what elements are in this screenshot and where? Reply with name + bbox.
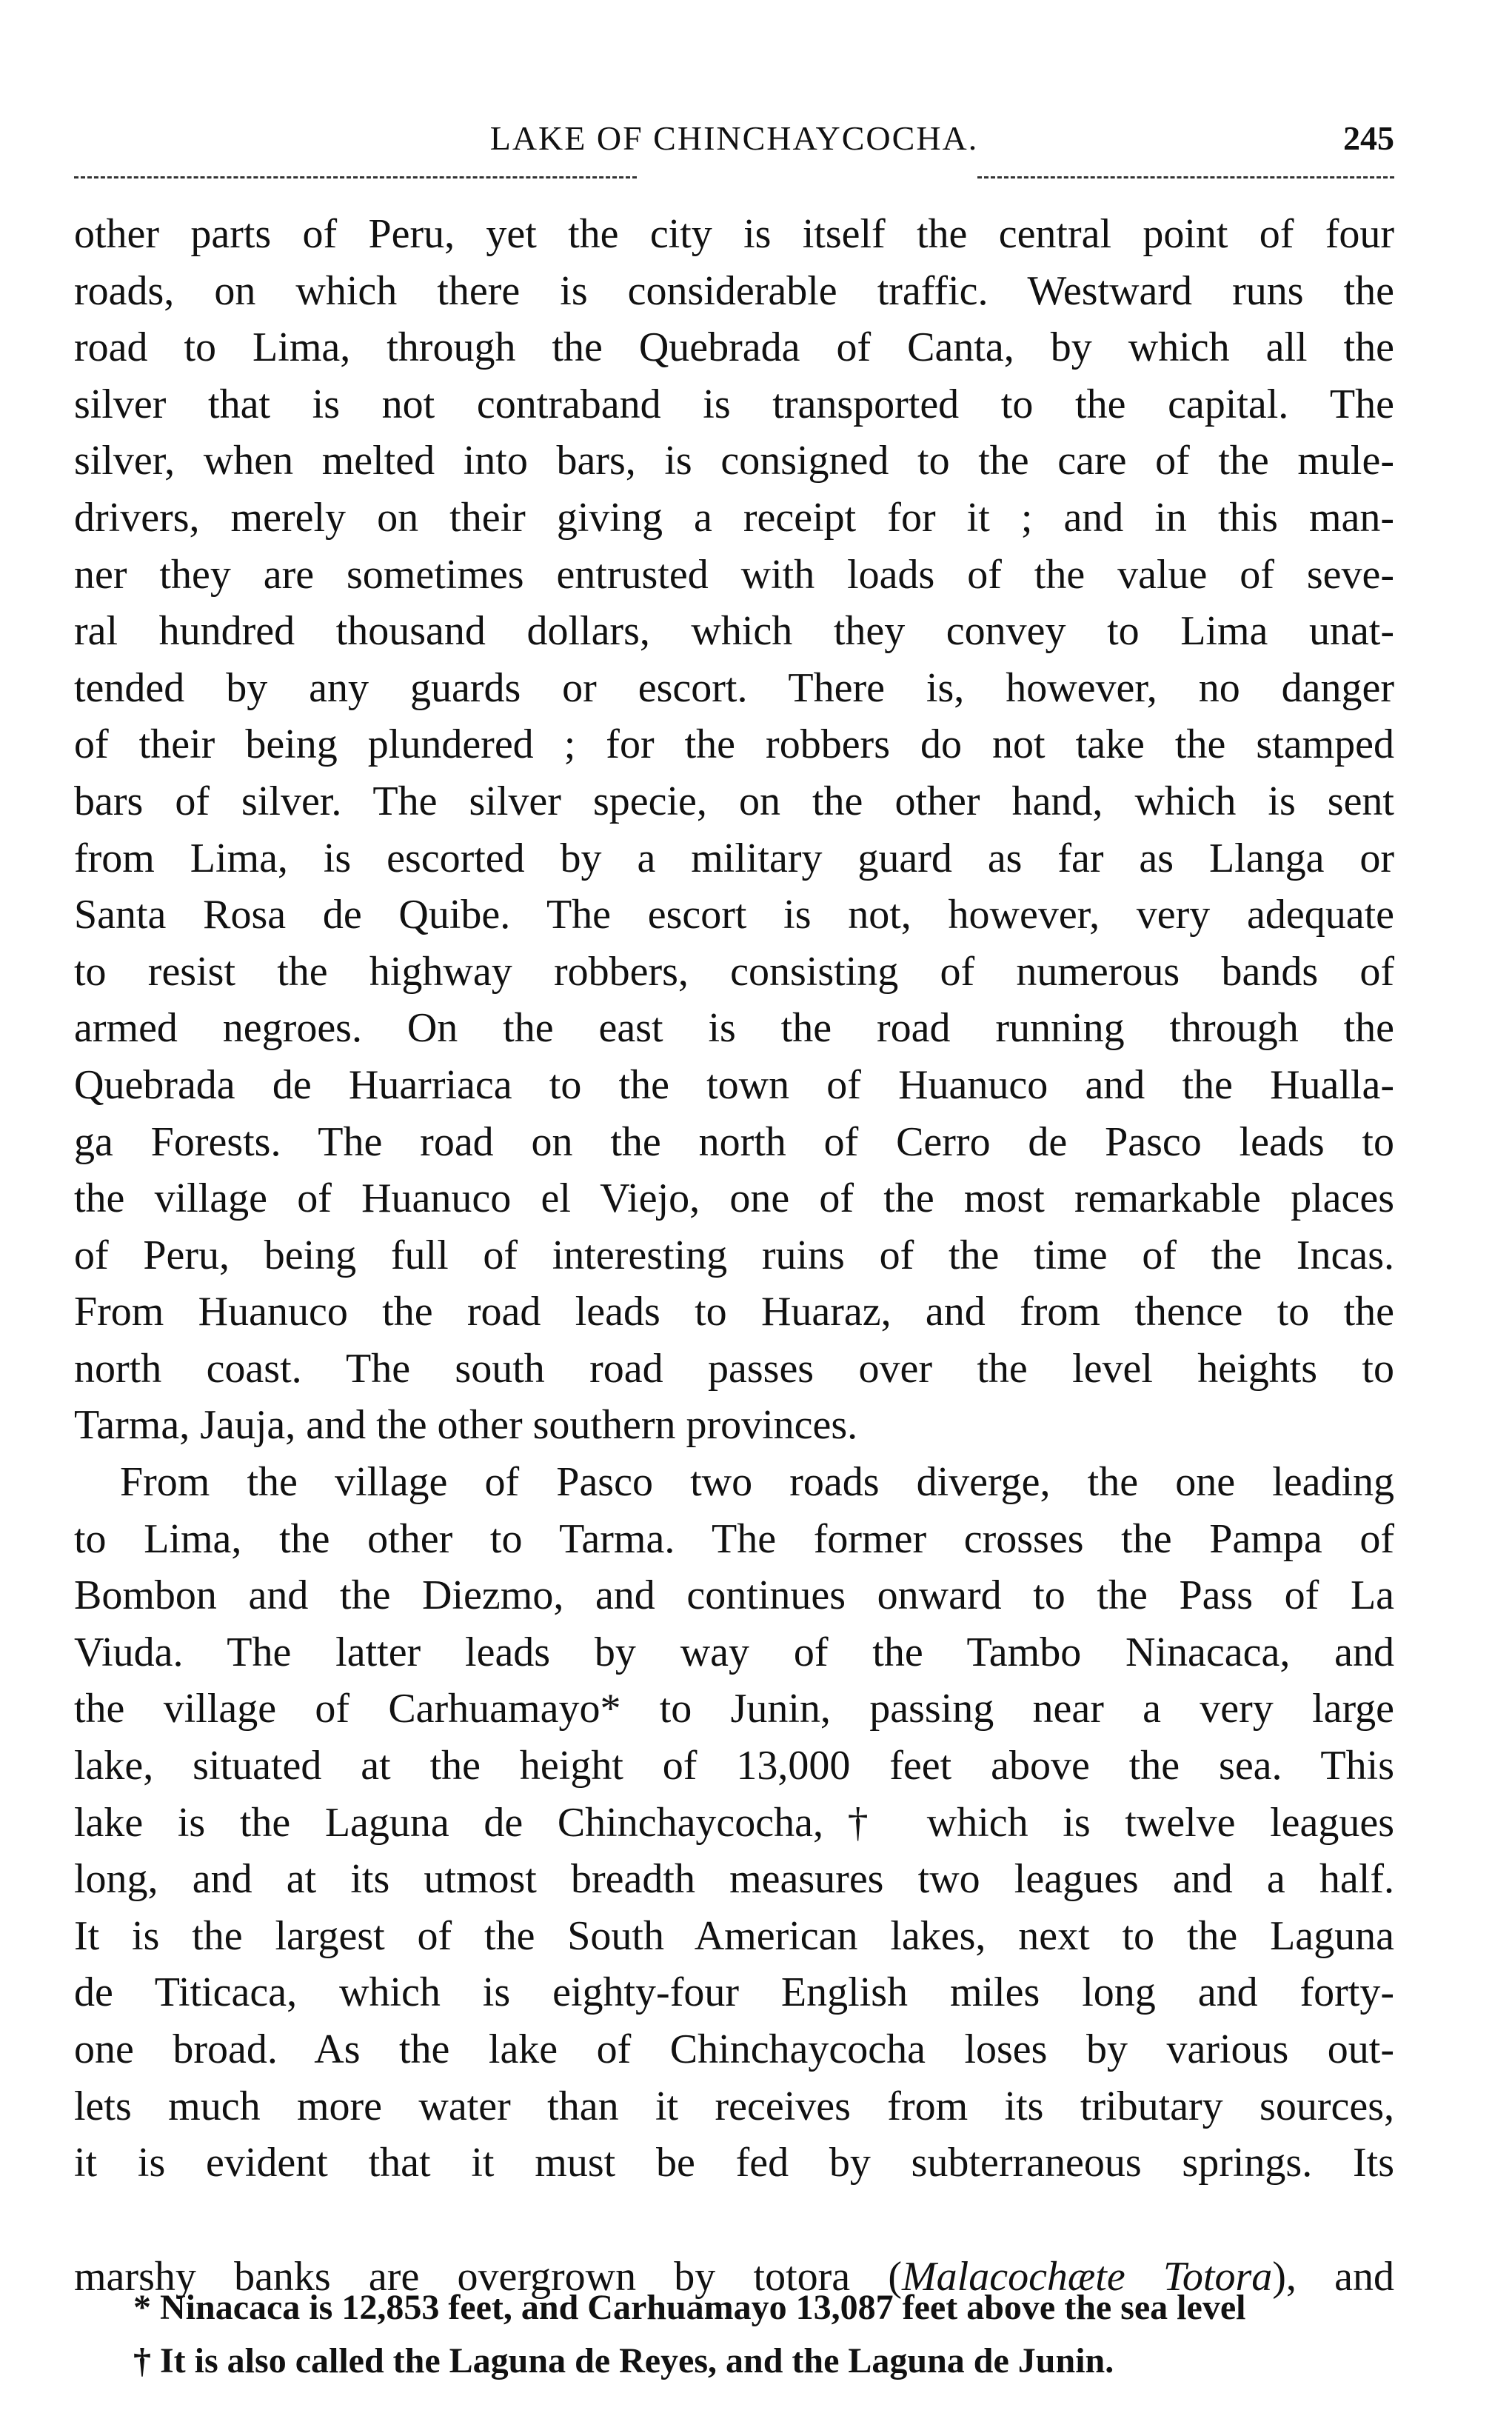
text-line: Tarma, Jauja, and the other southern provinces.	[74, 1402, 858, 1449]
text-line: the village of Huanuco el Viejo, one of the most remarkable places	[74, 1175, 1394, 1222]
text-line: it is evident that it must be fed by subterraneous springs. Its	[74, 2140, 1394, 2186]
text-line: Bombon and the Diezmo, and continues onward to the Pass of La	[74, 1572, 1394, 1619]
text-line: Santa Rosa de Quibe. The escort is not, however, very adequate	[74, 892, 1394, 938]
text-line: ner they are sometimes entrusted with loads of the value of seve-	[74, 551, 1394, 598]
footnote-dagger: † It is also called the Laguna de Reyes, and the Laguna de Junin.	[133, 2341, 1114, 2380]
text-line: It is the largest of the South American lakes, next to the Laguna	[74, 1912, 1394, 1959]
text-line: other parts of Peru, yet the city is itself the central point of four	[74, 211, 1394, 257]
text-line: from Lima, is escorted by a military guard as far as Llanga or	[74, 835, 1394, 881]
text-line: Viuda. The latter leads by way of the Tambo Ninacaca, and	[74, 1629, 1394, 1675]
text-line: ral hundred thousand dollars, which they convey to Lima unat-	[74, 608, 1394, 655]
text-line: the village of Carhuamayo* to Junin, passing near a very large	[74, 1686, 1394, 1732]
header-rule-left	[74, 176, 637, 178]
body-text	[74, 206, 1394, 2192]
text-line: armed negroes. On the east is the road running through the	[74, 1005, 1394, 1052]
species-name: Malacochæte Totora	[902, 2254, 1273, 2300]
final-line-pre: marshy banks are overgrown by totora (	[74, 2254, 903, 2300]
page-number: 245	[1343, 119, 1394, 157]
text-line: lake, situated at the height of 13,000 feet above the sea. This	[74, 1743, 1394, 1789]
text-line: to Lima, the other to Tarma. The former crosses the Pampa of	[74, 1515, 1394, 1562]
text-line: silver, when melted into bars, is consigned to the care of the mule-	[74, 438, 1394, 484]
text-line: bars of silver. The silver specie, on the other hand, which is sent	[74, 778, 1394, 824]
footnote-asterisk: * Ninacaca is 12,853 feet, and Carhuamayo 13,087 feet above the sea level	[133, 2288, 1246, 2327]
text-line: road to Lima, through the Quebrada of Canta, by which all the	[74, 324, 1394, 371]
text-line: of their being plundered ; for the robbers do not take the stamped	[74, 721, 1394, 768]
text-line: Quebrada de Huarriaca to the town of Huanuco and the Hualla-	[74, 1061, 1394, 1108]
text-line: lets much more water than it receives from its tributary sources,	[74, 2083, 1394, 2129]
text-line: From the village of Pasco two roads diverge, the one leading	[120, 1459, 1394, 1506]
text-line: drivers, merely on their giving a receipt for it ; and in this man-	[74, 494, 1394, 541]
text-line: de Titicaca, which is eighty-four English miles long and forty-	[74, 1969, 1394, 2016]
page-header	[74, 111, 1394, 163]
footnotes	[133, 2281, 1392, 2388]
text-line: north coast. The south road passes over the level heights to	[74, 1345, 1394, 1392]
final-line-post: ), and	[1272, 2254, 1394, 2300]
text-line: lake is the Laguna de Chinchaycocha,† which is twelve leagues	[74, 1799, 1394, 1846]
header-rule-right	[977, 176, 1394, 178]
text-line: From Huanuco the road leads to Huaraz, and from thence to the	[74, 1289, 1394, 1335]
text-line: one broad. As the lake of Chinchaycocha loses by various out-	[74, 2026, 1394, 2072]
text-line: silver that is not contraband is transported to the capital. The	[74, 381, 1394, 427]
text-line: long, and at its utmost breadth measures two leagues and a half.	[74, 1856, 1394, 1903]
text-line: to resist the highway robbers, consisting of numerous bands of	[74, 948, 1394, 995]
text-line: tended by any guards or escort. There is, however, no danger	[74, 664, 1394, 711]
text-line: roads, on which there is considerable traffic. Westward runs the	[74, 267, 1394, 314]
text-line: ga Forests. The road on the north of Cerro de Pasco leads to	[74, 1118, 1394, 1165]
text-line: of Peru, being full of interesting ruins of the time of the Incas.	[74, 1232, 1394, 1278]
running-title: LAKE OF CHINCHAYCOCHA.	[489, 119, 979, 157]
